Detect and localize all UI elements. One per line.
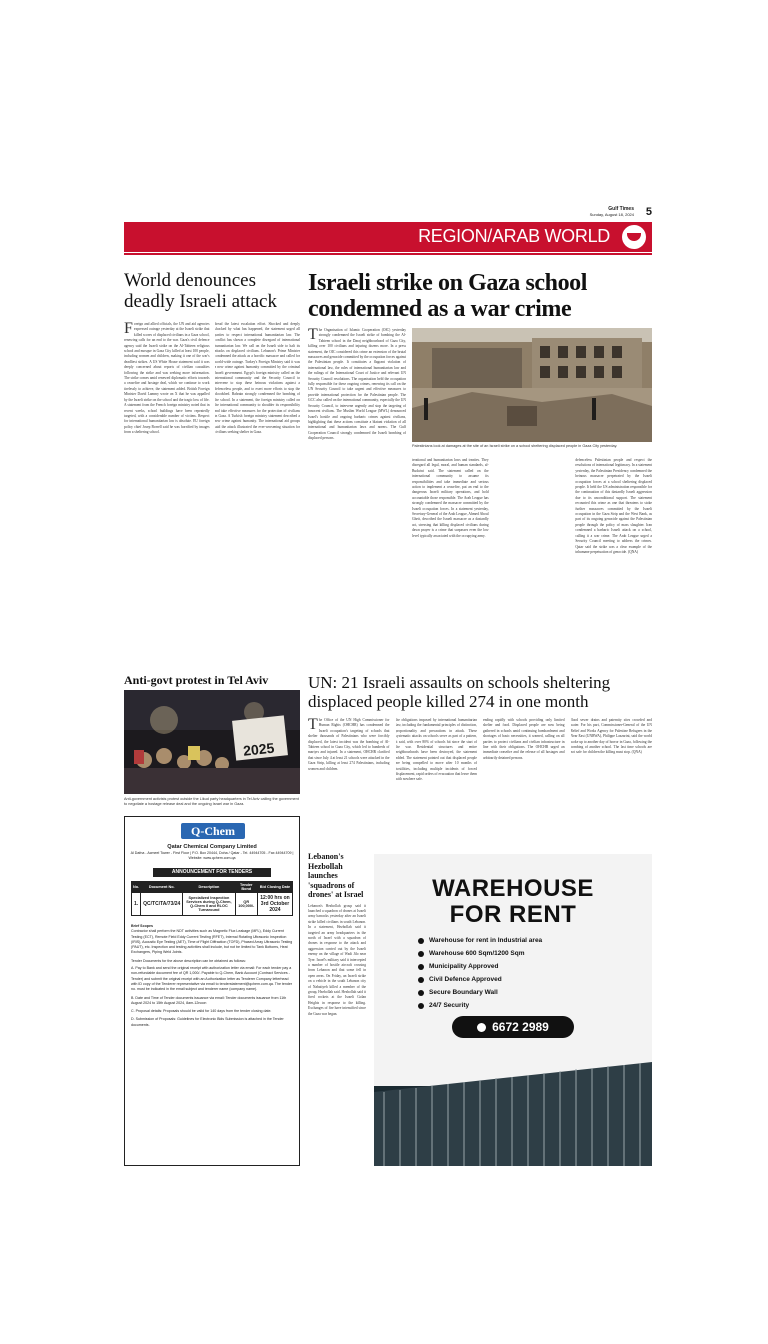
emblem-icon (622, 225, 646, 249)
main-story-column-3: defenceless Palestinian people and respect the resolutions of international legitimacy. In a statement yesterday, the Palestinian Presidency condemned the heinous massacre perpetrated by the Israeli occupation forces at a school sheltering displaced people. It held the US administration responsible for the continuation of this dastardly Israeli aggression due to its unconditional support. The statement recounted this crime as one that threatens to stoke further massacres committed by the Israeli occupation in the Gaza Strip and the West Bank, as part of its ongoing genocide against the Palestinian people through the policy of mass slaughter. Iran condemned a barbaric Israeli attack on a school, calling it a war crime. The Arab League urged a Security Council meeting to address the crimes. Qatar said the strike was a clear example of the inhumane perpetuation of genocide. (QNA) (575, 458, 652, 554)
un-story-column-4: flood sewer drains and paternity sites crowded and water. For his part, Commissioner-General of the UN Relief and Works Agency for Palestine Refugees in the Near East (UNRWA), Philippe Lazzarini, said the world woke up to another day of horror in Gaza, following the bombing of another school. The last time schools are not safe for children the killing must stop. (QNA) (570, 718, 652, 755)
col-header-no: No. (132, 882, 141, 893)
gaza-school-photo-drawing (412, 328, 652, 442)
tender-closing: 12:00 hrs on 3rd October 2024 (257, 893, 292, 916)
left-story-headline: World denounces deadly Israeli attack (124, 270, 277, 312)
un-story-column-1 (308, 718, 390, 848)
left-story-column-2: dread the latest escalation effort. Shocked and deeply shocked by what has happened, the statement urged all parties to respect international humanitarian law. The conflict has shown a complete disregard of international humanitarian law. We call on the Israeli side to halt its attacks on displaced civilians. Lebanon's Prime Minister condemned the attack as a horrific massacre and called for world-wide outrage. Turkey's Foreign Ministry said it was a new crime against humanity committed by the criminal Israeli government. Egypt's foreign ministry called on the international community and the Security Council to intervene to stop these heinous violations against a defenceless people, and to exert more efforts to stop the bloodshed. Bahrain strongly condemned the bombing of the school. In a statement, the foreign ministry called on the international community to shoulder its responsibility and take effective measures for the protection of civilians in Gaza. A Turkish foreign ministry statement described a new crime against humanity. The international aid groups said the attack illustrated the ever-worsening situation for civilians seeking shelter in Gaza. (214, 322, 300, 435)
list-item (418, 960, 542, 973)
warehouse-phone (452, 1016, 574, 1038)
section-banner (124, 222, 652, 252)
docs-item-d: D. Submission of Proposals: Guidelines for Electronic Bids Submission is attached in the Tender documents. (131, 1017, 284, 1027)
tender-no: 1. (132, 893, 141, 916)
left-story-body (124, 322, 300, 672)
paper-name: Gulf Times (608, 206, 634, 212)
list-item (418, 973, 542, 986)
feature-text: Civil Defence Approved (429, 976, 502, 983)
feature-text: Warehouse for rent in Industrial area (429, 937, 543, 944)
un-story-body (308, 718, 652, 848)
col-header-bond: Tender Bond (235, 882, 257, 893)
brief-title: Brief Scopes (131, 924, 153, 928)
list-item (418, 934, 542, 947)
warehouse-title-line-1: WAREHOUSE (432, 875, 594, 902)
tel-aviv-photo-drawing (124, 690, 300, 794)
dropcap: T (308, 718, 318, 733)
brief-text: Contractor shall perform the NDT activities such as Magnetic Flux Leakage (MFL), Eddy Current Testing (ECT), Remote Field Eddy Current Testing (RFET), Internal Rotating Ultrasonic Inspection (IRIS), Acoustic Eye Testing (AET), Time of Flight Diffraction (TOFD), Phased Array Ultrasonic Testing (PAUT), etc. Inspection and testing activities shall include, but not be limited to Tank Bottoms, Heat Exchangers, Piping Weld Joints. (131, 929, 293, 955)
qchem-logo (181, 823, 245, 839)
docs-item-c: C. Proposal details: Proposals should be valid for 140 days from the tender closing date. (131, 1009, 272, 1014)
list-item (418, 986, 542, 999)
warehouse-ad (374, 854, 652, 1166)
gaza-school-photo (412, 328, 652, 442)
un-story-text-1: he Office of the UN High Commissioner for Human Rights (OHCHR) has condemned the Israeli occupation's targeting of schools that shelter thousands of Palestinians who were forcibly displaced, the latest incident was the bombing of Al-Tabieen school in Gaza City, which led to hundreds of martyrs and injured. In a statement, OHCHR clarified that since July 4 at least 21 schools were attacked in the Gaza Strip, killing at least 274 Palestinians, including women and children. (308, 718, 390, 771)
docs-item-b: B. Date and Time of Tender documents issuance via email: Tender documents issuance from 11th August 2024 to 15th August 2024, 8am-12noon (131, 995, 287, 1005)
tel-aviv-headline: Anti-govt protest in Tel Aviv (124, 673, 269, 687)
ad-company-address: Al Dafna - Acmeel Tower - First Floor | P.O. Box 20444, Doha / Qatar - Tel. 44944705 - Fax 44944709 | Website: www.qchem.com.qa (130, 851, 294, 860)
col-header-closing: Bid Closing Date (257, 882, 292, 893)
issue-date: Sunday, August 18, 2024 (589, 212, 634, 217)
hezbollah-story (308, 852, 366, 1166)
ad-company-name: Qatar Chemical Company Limited (167, 844, 257, 850)
list-item (418, 947, 542, 960)
bullet-icon (418, 951, 424, 957)
tel-aviv-caption: Anti-government activists protest outside the Likud party headquarters in Tel Aviv calling the government to negotiate a hostage release deal and the ongoing Israel war in Gaza. (124, 797, 299, 806)
dropcap: T (308, 328, 318, 343)
tender-table (131, 881, 293, 916)
section-rule (124, 253, 652, 255)
docs-item-a: A. Pay to Bank and send the original receipt with authorization letter via email: For each tender pay a non-refundable document fee of QR 1,000/- Payable to Q-Chem, Bank Account (Contract Services - Tender) and submit the original receipt with an Authorization letter as Tenderer Company letterhead with ID copy of the Tenderer representative via email to tenderstatement@qchem.com.qa. The tender no. must be indicated in the email subject and tenderer name (company name). (131, 966, 293, 992)
feature-text: 24/7 Security (429, 1002, 470, 1009)
bullet-icon (418, 964, 424, 970)
warehouse-features (418, 934, 542, 1012)
tender-doc-no: QC/TC/TA/73/24 (141, 893, 183, 916)
qchem-tender-ad (124, 816, 300, 1166)
tender-banner: ANNOUNCEMENT FOR TENDERS (153, 868, 271, 877)
warehouse-roof-graphic (374, 1062, 652, 1166)
gaza-photo-caption: Palestinians look at damages at the site of an Israeli strike on a school sheltering displaced people in Gaza City yesterday. (412, 444, 618, 448)
bullet-icon (418, 938, 424, 944)
warehouse-title (374, 876, 652, 928)
section-title: REGION/ARAB WORLD (418, 226, 610, 246)
paper-logo (590, 206, 634, 218)
feature-text: Warehouse 600 Sqm/1200 Sqm (429, 950, 525, 957)
main-story-headline: Israeli strike on Gaza school condemned as a war crime (308, 270, 588, 322)
dropcap: F (124, 322, 133, 337)
newspaper-page (112, 0, 656, 1344)
hezbollah-headline: Lebanon's Hezbollah launches 'squadrons of drones' at Israel (308, 852, 364, 899)
table-row (132, 893, 293, 916)
phone-number: 6672 2989 (492, 1020, 549, 1034)
tender-bond: QR 100,000/- (235, 893, 257, 916)
qchem-logo-text: Q-Chem (191, 824, 235, 838)
tel-aviv-photo (124, 690, 300, 794)
phone-icon (477, 1023, 486, 1032)
page-number: 5 (645, 206, 652, 218)
bullet-icon (418, 1003, 424, 1009)
list-item (418, 999, 542, 1012)
un-story-column-3: ending rapidly with schools providing only limited shelter and food. Displaced people are now being gathered in schools amid continuing bombardment and shortages of basic necessities, it warned, calling on all parties to protect civilians and civilian infrastructure in line with their obligations. The OHCHR urged an immediate ceasefire and the release of all hostages and arbitrarily detained persons. (483, 718, 565, 760)
feature-text: Secure Boundary Wall (429, 989, 498, 996)
main-story-column-2: terational and humanitarian laws and treaties. They disregard all legal, moral, and human standards, al-Budaiwi said. The statement called on the international community to assume its responsibilities and take immediate and serious action to implement a ceasefire, put an end to the dangerous Israeli military operations, and hold accountable those responsible. The Arab League has strongly condemned the massacre committed by the Israeli occupation forces. In a statement yesterday, Secretary-General of the Arab League, Ahmed Aboul Gheit, described the Israeli massacre as a dastardly act, stressing that killing displaced civilians during dawn prayer is a crime that surpasses even the low level typically associated with the occupying army. (412, 458, 489, 538)
left-story (124, 270, 300, 312)
col-header-document: Document No. (141, 882, 183, 893)
main-story-columns (412, 458, 652, 664)
warehouse-title-line-2: FOR RENT (449, 901, 577, 928)
tender-description: Specialized Inspection Services during Q-Chem, Q-Chem II and RLOC Turnaround (183, 893, 235, 916)
main-story-column-1 (308, 328, 406, 658)
hezbollah-text: Lebanon's Hezbollah group said it launched a squadron of drones at Israeli army barracks yesterday after an Israeli strike killed civilians in south Lebanon. In a statement, Hezbollah said it targeted an army headquarters in the north of Israel with a squadron of drones in response to the attack and aggression carried out by the Israeli enemy on the village of Wadi Jilo near Tyre. Israel's military said it intercepted a number of hostile aircraft crossing from Lebanon and that some fell in open areas. On Friday, an Israeli strike on a vehicle in the south Lebanon city of Nabatiyeh killed a member of the group, Hezbollah said. Hezbollah said it fired rockets at the Israeli Golan Heights in response to the killing. Exchanges of fire have intensified since the Gaza war began. (308, 903, 366, 1016)
left-story-column-1 (124, 322, 210, 672)
protest-sign-text: 2025 (242, 739, 276, 759)
bullet-icon (418, 990, 424, 996)
bullet-icon (418, 977, 424, 983)
un-story-column-2: the obligations imposed by international humanitarian law, including the fundamental principles of distinction, proportionality and precautions in attack. These systematic attacks on schools serve as part of a pattern, it said, with over 80% of schools hit since the start of the war. Residential structures and entire neighbourhoods have been destroyed, the statement added. The statement pointed out that displaced people are being compelled to move after 10 months of hostilities, including multiple incidents of forced displacement, rapid orders of evacuation that leave them with nowhere safe. (395, 718, 477, 782)
docs-intro: Tender Documents for the above description can be obtained as follows: (131, 958, 246, 963)
col-header-description: Description (183, 882, 235, 893)
left-story-text-1: oreign and allied officials, the UN and aid agencies expressed outrage yesterday at the Israeli strike that killed scores of displaced civilians in a Gaza school, renewing calls for an end to the war. Gaza's civil defence agency said the Israeli strike on the Al-Tabieen religious school and mosque in Gaza City killed at least 100 people, including women and children, making it one of the war's deadliest strikes. A US White House statement said it was deeply concerned about reports of civilian casualties following the strike and was seeking more information. The strike comes amid renewed diplomatic efforts towards a ceasefire and hostage deal, which we continue to work tirelessly to achieve, the statement added. British Foreign Minister David Lammy wrote on X that he was appalled by the Israeli strike on the school and the tragic loss of life. A statement from the French foreign ministry noted that in recent weeks, school buildings have been repeatedly targeted, with a considerable number of victims. Respect for international humanitarian law is absolute. EU foreign policy chief Josep Borrell said he was horrified by images from a sheltering school. (124, 322, 210, 435)
feature-text: Municipality Approved (429, 963, 499, 970)
main-story-text-1: he Organisation of Islamic Cooperation (OIC) yesterday strongly condemned the Israeli strike of bombing the Al-Tabieen school in the Daraj neighbourhood of Gaza City, killing over 100 civilians and injuring dozens more. In a press statement, the OIC considered this crime an extension of the brutal massacres and genocide committed by the occupation forces against the Palestinian people. It constitutes a flagrant violation of international law, the rules of international humanitarian law and the rulings of the International Court of Justice and relevant UN Security Council resolutions. The organisation held the occupation fully responsible for these ongoing crimes, renewing its call on the UN Security Council to take urgent and effective measures to provide international protection for the Palestinian people. The GCC also called on the international community, especially the UN Security Council, to intervene urgently and stop the targeting of innocent civilians. The Muslim World League (MWL) denounced Israel's hostile and ongoing barbaric crimes against civilians, highlighting that these actions constitute a blatant violation of all international and humanitarian laws and norms. The Gulf Cooperation Council strongly condemned the Israeli bombing of displaced persons. (308, 328, 406, 441)
un-story-headline: UN: 21 Israeli assaults on schools sheltering displaced people killed 274 in one month (308, 673, 611, 711)
tender-details (131, 924, 293, 1028)
